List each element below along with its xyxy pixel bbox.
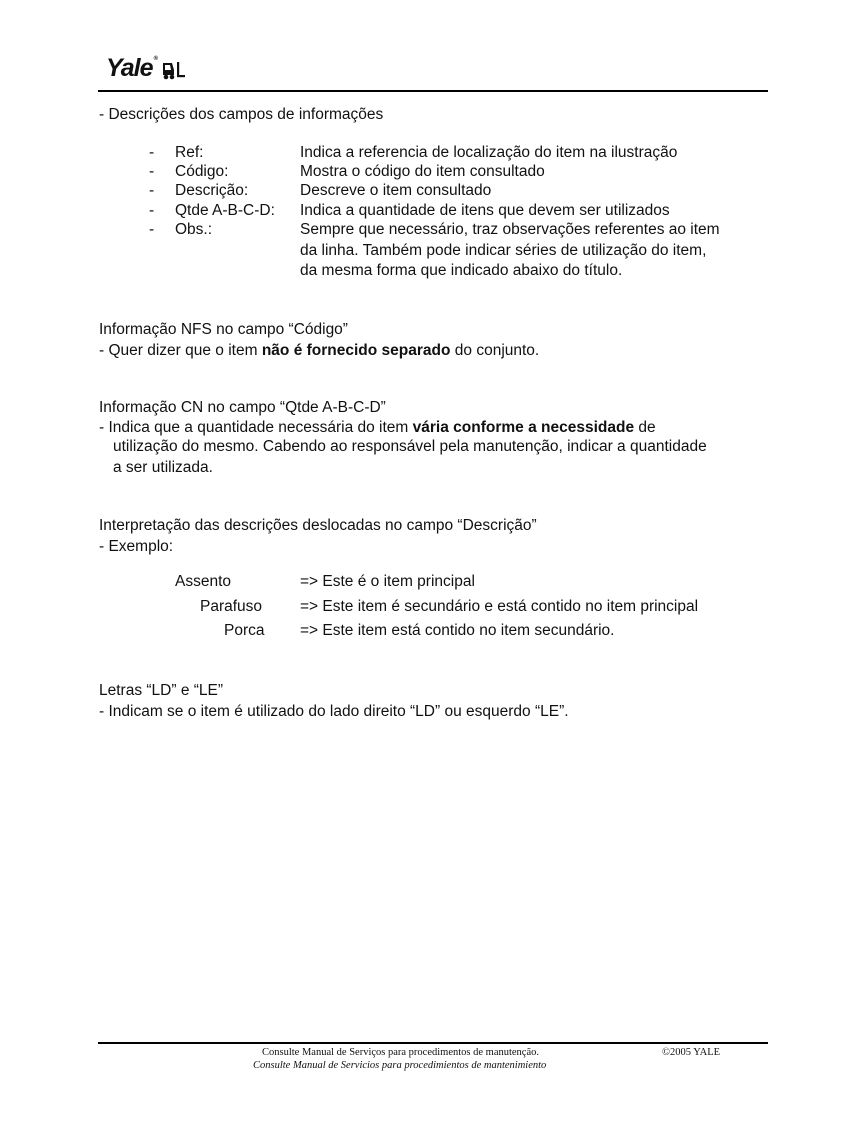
- field-term: Código:: [175, 163, 229, 180]
- list-dash: -: [149, 163, 155, 180]
- cn-description-line1: - Indica que a quantidade necessária do item vária conforme a necessidade de: [99, 419, 656, 436]
- example-word: Parafuso: [200, 598, 263, 615]
- example-text: => Este item é secundário e está contido no item principal: [300, 598, 699, 615]
- obs-continuation-line: da mesma forma que indicado abaixo do título.: [300, 262, 623, 279]
- interp-title: Interpretação das descrições deslocadas no campo “Descrição”: [99, 517, 537, 534]
- example-row-assento: [0, 571, 866, 593]
- example-text: => Este item está contido no item secundário.: [300, 622, 615, 639]
- field-row-descricao: [0, 182, 866, 201]
- field-description: Mostra o código do item consultado: [300, 163, 545, 180]
- logo-wordmark: Yale®: [106, 54, 157, 82]
- list-dash: -: [149, 221, 155, 238]
- field-term: Descrição:: [175, 182, 249, 199]
- list-dash: -: [149, 182, 155, 199]
- field-term: Obs.:: [175, 221, 213, 238]
- example-text: => Este é o item principal: [300, 573, 475, 590]
- field-term: Ref:: [175, 144, 204, 161]
- example-word: Porca: [224, 622, 265, 639]
- obs-continuation-line: da linha. Também pode indicar séries de utilização do item,: [300, 242, 707, 259]
- field-row-qtde: [0, 202, 866, 221]
- footer-note-es: Consulte Manual de Servicios para procedimientos de mantenimiento: [253, 1060, 547, 1071]
- footer-divider: [98, 1042, 768, 1044]
- cn-emphasis: vária conforme a necessidade: [412, 419, 635, 436]
- example-row-parafuso: [0, 596, 866, 618]
- field-term: Qtde A-B-C-D:: [175, 202, 275, 219]
- forklift-icon: [162, 60, 186, 80]
- field-description: Sempre que necessário, traz observações referentes ao item: [300, 221, 720, 238]
- footer-copyright: ©2005 YALE: [662, 1047, 721, 1058]
- field-description: Indica a quantidade de itens que devem ser utilizados: [300, 202, 670, 219]
- example-word: Assento: [175, 573, 232, 590]
- field-description: Indica a referencia de localização do item na ilustração: [300, 144, 678, 161]
- nfs-title: Informação NFS no campo “Código”: [99, 321, 348, 338]
- field-description: Descreve o item consultado: [300, 182, 492, 199]
- cn-description-line3: a ser utilizada.: [113, 459, 213, 476]
- letters-description: - Indicam se o item é utilizado do lado direito “LD” ou esquerdo “LE”.: [99, 703, 569, 720]
- example-row-porca: [0, 620, 866, 642]
- footer-note-pt: Consulte Manual de Serviços para procedimentos de manutenção.: [262, 1047, 539, 1058]
- letters-title: Letras “LD” e “LE”: [99, 682, 224, 699]
- header-divider: [98, 90, 768, 92]
- nfs-emphasis: não é fornecido separado: [261, 342, 451, 359]
- fields-heading: - Descrições dos campos de informações: [99, 106, 384, 123]
- list-dash: -: [149, 144, 155, 161]
- field-row-codigo: [0, 163, 866, 182]
- nfs-description: - Quer dizer que o item não é fornecido separado do conjunto.: [99, 342, 540, 359]
- yale-logo: [106, 56, 186, 81]
- list-dash: -: [149, 202, 155, 219]
- cn-title: Informação CN no campo “Qtde A-B-C-D”: [99, 399, 386, 416]
- registered-mark: ®: [153, 56, 157, 62]
- field-row-ref: [0, 144, 866, 163]
- cn-description-line2: utilização do mesmo. Cabendo ao responsável pela manutenção, indicar a quantidade: [113, 438, 707, 455]
- field-row-obs: [0, 221, 866, 240]
- interp-subtitle: - Exemplo:: [99, 538, 174, 555]
